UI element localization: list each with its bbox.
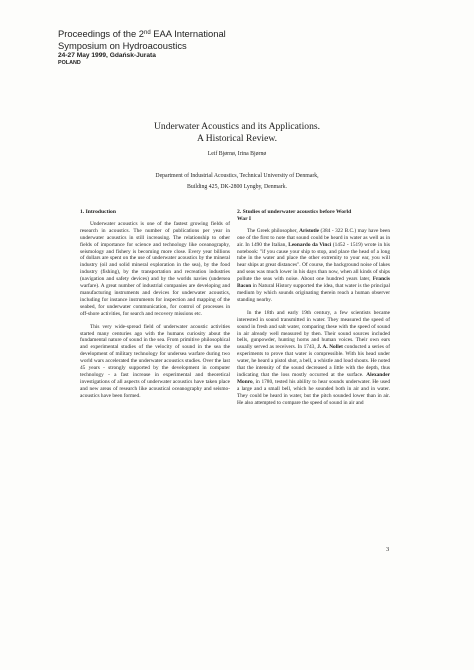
- proceedings-title-text: Proceedings of the 2: [58, 28, 144, 39]
- name-aristotle: Aristotle: [299, 227, 320, 234]
- proceedings-header: [58, 28, 358, 67]
- paper-title-line1: Underwater Acoustics and its Applications.: [154, 121, 320, 132]
- name-leonardo: Leonardo da Vinci: [288, 241, 332, 248]
- section-2-paragraph-2: [237, 310, 390, 407]
- left-column: [80, 209, 230, 406]
- text-run: conducted a series of experiments to prove that water is compressible. With his head under water, he heard a pistol shot, a bell, a whistle and loud shouts. He noted that the intensity of the sound decreased a little with the depth, thus indicating that the loss mostly occurred at the surface.: [237, 344, 390, 378]
- paper-title-line2: A Historical Review.: [196, 133, 278, 144]
- symposium-country: POLAND: [58, 60, 81, 66]
- symposium-name: Symposium on Hydroacoustics: [58, 39, 187, 51]
- name-monro: Alexander Monro: [237, 371, 390, 385]
- right-column: [237, 209, 390, 412]
- name-nollet: J. A. Nollet: [317, 344, 343, 351]
- section-2-heading-line2: War I: [237, 215, 252, 222]
- section-1-paragraph-1: Underwater acoustics is one of the fastest growing fields of research in acoustics. The number of publications per year in underwater acoustics in still increasing. The relationship to other fields of importance for science and technology like oceanography, seismology and fishery is becoming more close. Every year billions of dollars are spent on the use of underwater acoustics by the mineral industry (oil and solid mineral exploration in the sea), by the food industry (fishing), by the transportation and recreation industries (navigation and safety devices) and by the worlds navies (undersea warfare). A great number of industrial companies are developing and manufacturing instruments and devices for underwater acoustics, including for instance instruments for inspection and mapping of the seabed, for underwater communication, for control of processes in off-shore activities, for search and recovery missions etc.: [80, 220, 230, 317]
- paper-authors: Leif Bjørnø, Irina Bjørnø: [207, 151, 267, 157]
- symposium-date-location: 24-27 May 1999, Gdańsk-Jurata: [58, 52, 156, 59]
- section-1-paragraph-2: This very wide-spread field of underwater acoustic activities started many centuries ago with the humans curiosity about the fundamental nature of sound in the sea. From primitive philosophical and experimental studies of the velocity of sound in the sea the development of military technology for undersea warfare during two world wars accelerated the underwater acoustics studies. Over the last 45 years - strongly supported by the development in computer technology - a fast increase in experimental and theoretical investigations of all aspects of underwater acoustics have taken place and new areas of research like acoustical oceanography and seismo-acoustics have been formed.: [80, 323, 230, 399]
- proceedings-title: [58, 28, 358, 40]
- name-bacon: Francis Bacon: [237, 276, 390, 290]
- section-2-heading: [237, 209, 390, 223]
- proceedings-title-rest: EAA International: [150, 28, 226, 39]
- page-number: 3: [386, 546, 390, 553]
- text-run: In the 18th and early 19th century, a few scientists became interested in sound transmitted in water. They measured the speed of sound in fresh and salt water, comparing these with the speed of sound in air already well measured by then. Their sound sources included bells, gunpowder, hunting horns and human voices. Their own ears usually served as receivers. In 1743,: [237, 309, 390, 351]
- affiliation-line2: Building 425, DK-2800 Lyngby, Denmark.: [187, 184, 287, 190]
- affiliation-line1: Department of Industrial Acoustics, Technical University of Denmark,: [155, 173, 319, 179]
- section-2-paragraph-1: [237, 228, 390, 304]
- text-run: in Natural History supported the idea, that water is the principal medium by which sounds originating therein reach a human observer standing nearby.: [237, 283, 390, 303]
- text-run: (384 - 322 B.C.) may have been one of the first to note that sound could be heard in water as well as in air. In 1490 the Italian,: [237, 227, 390, 248]
- text-run: (1452 - 1519) wrote in his notebook: "if you cause your ship to stop, and place the head of a long tube in the water and place the other extremity to your ear, you will hear ships at great distances". Of course, the background noise of lakes and seas was much lower in his days than now, when all kinds of ships pollute the seas with noise. About one hundred years later,: [237, 241, 390, 283]
- text-run: , in 1780, tested his ability to hear sounds underwater. He used a large and a small bell, which he sounded both in air and in water. They could be heard in water, but the pitch sounded lower than in air. He also attempted to compare the speed of sound in air and: [237, 378, 390, 406]
- text-run: The Greek philosopher,: [247, 227, 300, 234]
- section-1-heading: 1. Introduction: [80, 209, 116, 215]
- proceedings-title-superscript: nd: [144, 30, 151, 36]
- section-2-heading-line1: 2. Studies of underwater acoustics before World: [237, 209, 352, 215]
